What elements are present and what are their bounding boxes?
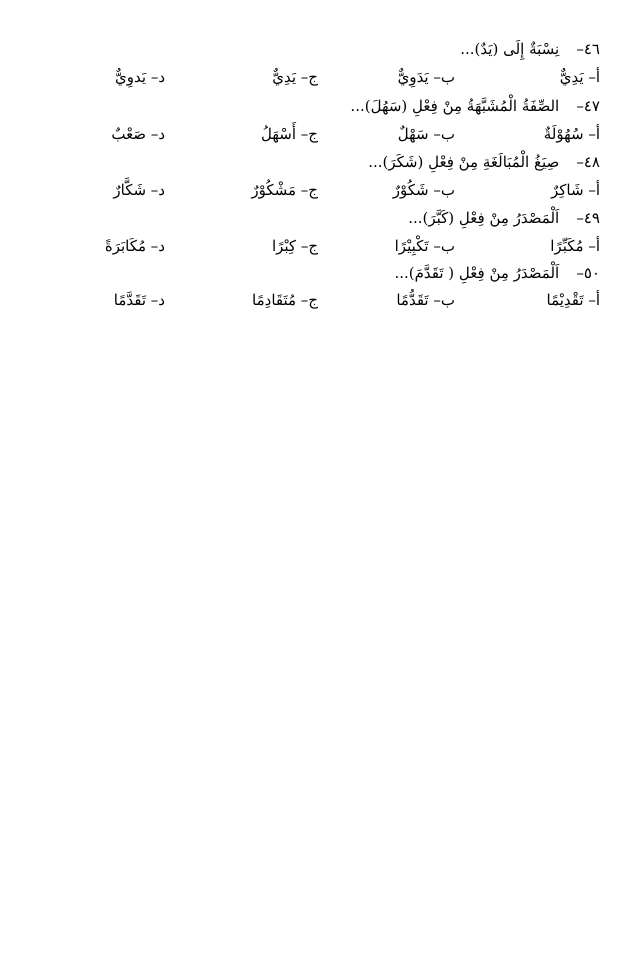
option-b: ب– شَكُوْرٌ <box>392 181 455 199</box>
question-number: ٤٨– <box>576 153 600 171</box>
option-b: ب– تَقَدُّمًا <box>396 291 455 309</box>
options-49 <box>30 237 600 259</box>
question-number: ٥٠– <box>576 264 600 282</box>
option-a: أ– شَاكِرٌ <box>551 181 600 199</box>
option-c: ج– يَدِيٌّ <box>272 68 318 86</box>
question-48 <box>30 153 600 171</box>
question-number: ٤٦– <box>576 40 600 58</box>
option-a: أ– سُهُوْلَةٌ <box>543 125 600 143</box>
question-47 <box>30 97 600 115</box>
option-c: ج– مُتَقَادِمًا <box>252 291 318 309</box>
question-text: الصِّفَةُ الْمُشَبَّهَةُ مِنْ فِعْلِ (سَهُلَ)... <box>350 97 560 115</box>
question-49 <box>30 209 600 227</box>
option-d: د– مُكَابَرَةً <box>104 237 165 255</box>
option-b: ب– يَدَوِيٌّ <box>397 68 455 86</box>
option-c: ج– كِبْرًا <box>271 237 318 255</box>
question-text: نِسْبَةٌ إِلَى (يَدٌ)... <box>460 40 560 58</box>
options-47 <box>30 125 600 147</box>
question-46 <box>30 40 600 58</box>
option-a: أ– يَدِيٌّ <box>559 68 600 86</box>
option-d: د– تَقَدَّمًا <box>113 291 165 309</box>
question-number: ٤٧– <box>576 97 600 115</box>
option-d: د– شَكَّارٌ <box>113 181 165 199</box>
option-b: ب– تَكْبِيْرًا <box>394 237 455 255</box>
question-text: صِيَغُ الْمُبَالَغَةِ مِنْ فِعْلِ (شَكَرَ)... <box>368 153 560 171</box>
question-50 <box>30 264 600 282</box>
options-46 <box>30 68 600 90</box>
options-50 <box>30 291 600 313</box>
option-a: أ– مُكَبِّرًا <box>550 237 600 255</box>
question-text: اَلْمَصْدَرُ مِنْ فِعْلِ (كَبَّرَ)... <box>408 209 560 227</box>
option-c: ج– أَسْهَلُ <box>261 125 318 143</box>
option-b: ب– سَهْلٌ <box>397 125 455 143</box>
question-text: اَلْمَصْدَرُ مِنْ فِعْلِ ( تَقَدَّمَ)... <box>394 264 560 282</box>
question-number: ٤٩– <box>576 209 600 227</box>
options-48 <box>30 181 600 203</box>
option-a: أ– تَقْدِيْمًا <box>546 291 600 309</box>
option-d: د– صَعْبٌ <box>111 125 165 143</box>
option-c: ج– مَشْكُوْرٌ <box>251 181 318 199</box>
option-d: د– يَدوِيٌّ <box>115 68 165 86</box>
